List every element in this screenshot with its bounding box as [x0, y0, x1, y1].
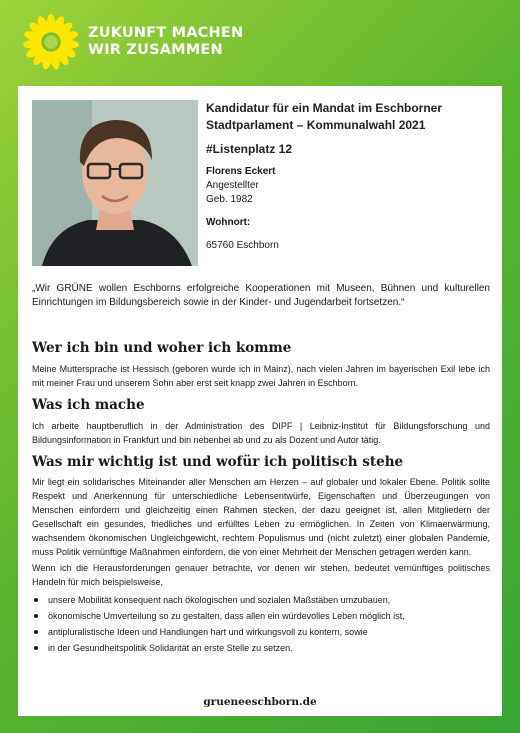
sunflower-icon: [22, 13, 80, 71]
candidate-birth: Geb. 1982: [206, 194, 253, 205]
footer-url[interactable]: grueneeschborn.de: [203, 696, 317, 708]
list-item: antipluralistische Ideen und Handlungen hart und wirkungsvoll zu kontern, sowie: [32, 624, 482, 640]
candidate-occupation: Angestellter: [206, 180, 259, 191]
candidate-info: [206, 100, 496, 253]
candidacy-title-line-2: Stadtparlament – Kommunalwahl 2021: [206, 118, 426, 132]
list-item: unsere Mobilität konsequent nach ökologischen und sozialen Maßstäben umzubauen,: [32, 592, 482, 608]
slogan: [88, 25, 243, 59]
about-heading: Wer ich bin und woher ich komme: [32, 340, 292, 356]
important-text-1: Mir liegt ein solidarisches Miteinander aller Menschen am Herzen – auf globaler und lokaler Ebene. Politik sollte Respekt und Anerkennung für unterschiedliche Lebensentwürfe, Eigenschaften und Überzeugungen von Menschen einfordern und gleichzeitig einen Rahmen stecken, der dazu geeignet ist, allen Mitgliedern der Gesellschaft ein gesundes, friedliches und erfülltes Leben zu ermöglichen. In Zeiten von Klimaerwärmung, wachsendem ökonomischen Ungleichgewicht, rechtem Populismus und (nicht zuletzt) einer globalen Pandemie, muss Politik vernünftige Maßnahmen einfordern, die von einer Mehrheit der Menschen getragen werden kann.: [32, 477, 490, 557]
slogan-line-2: WIR ZUSAMMEN: [88, 42, 223, 58]
header: [22, 10, 243, 74]
candidate-name: Florens Eckert: [206, 166, 276, 177]
slogan-line-1: ZUKUNFT MACHEN: [88, 25, 244, 41]
list-item: ökonomische Umverteilung so zu gestalten, dass allen ein würdevolles Leben möglich ist,: [32, 608, 482, 624]
work-text: Ich arbeite hauptberuflich in der Administration des DIPF | Leibniz-Institut für Bildungsforschung und Bildungsinformation in Frankfurt und bin nebenbei ab und zu als Dozent und Autor tätig.: [32, 421, 490, 445]
important-text-2: Wenn ich die Herausforderungen genauer betrachte, vor denen wir stehen, bedeutet vernünftiges politisches Handeln für mich beispielsweise,: [32, 563, 490, 587]
residence: 65760 Eschborn: [206, 240, 279, 251]
residence-label: Wohnort:: [206, 217, 251, 228]
candidate-photo: [32, 100, 198, 266]
list-position: #Listenplatz 12: [206, 142, 293, 156]
important-heading: Was mir wichtig ist und wofür ich politisch stehe: [32, 454, 404, 470]
candidate-card: [18, 86, 502, 716]
bullet-list: [32, 592, 482, 656]
candidacy-title-line-1: Kandidatur für ein Mandat im Eschborner: [206, 101, 443, 115]
candidate-quote: „Wir GRÜNE wollen Eschborns erfolgreiche Kooperationen mit Museen, Bühnen und kulturellen Einrichtungen im Bildungsbereich sowie in der Kinder- und Jugendarbeit fortsetzen.“: [32, 283, 490, 308]
work-heading: Was ich mache: [32, 397, 145, 413]
about-text: Meine Muttersprache ist Hessisch (geboren wurde ich in Mainz), nach vielen Jahren im bayerischen Exil lebe ich mit meiner Frau und unserem Sohn aber erst seit knapp zwei Jahren in Eschborn.: [32, 364, 490, 388]
list-item: in der Gesundheitspolitik Solidarität an erste Stelle zu setzen.: [32, 640, 482, 656]
